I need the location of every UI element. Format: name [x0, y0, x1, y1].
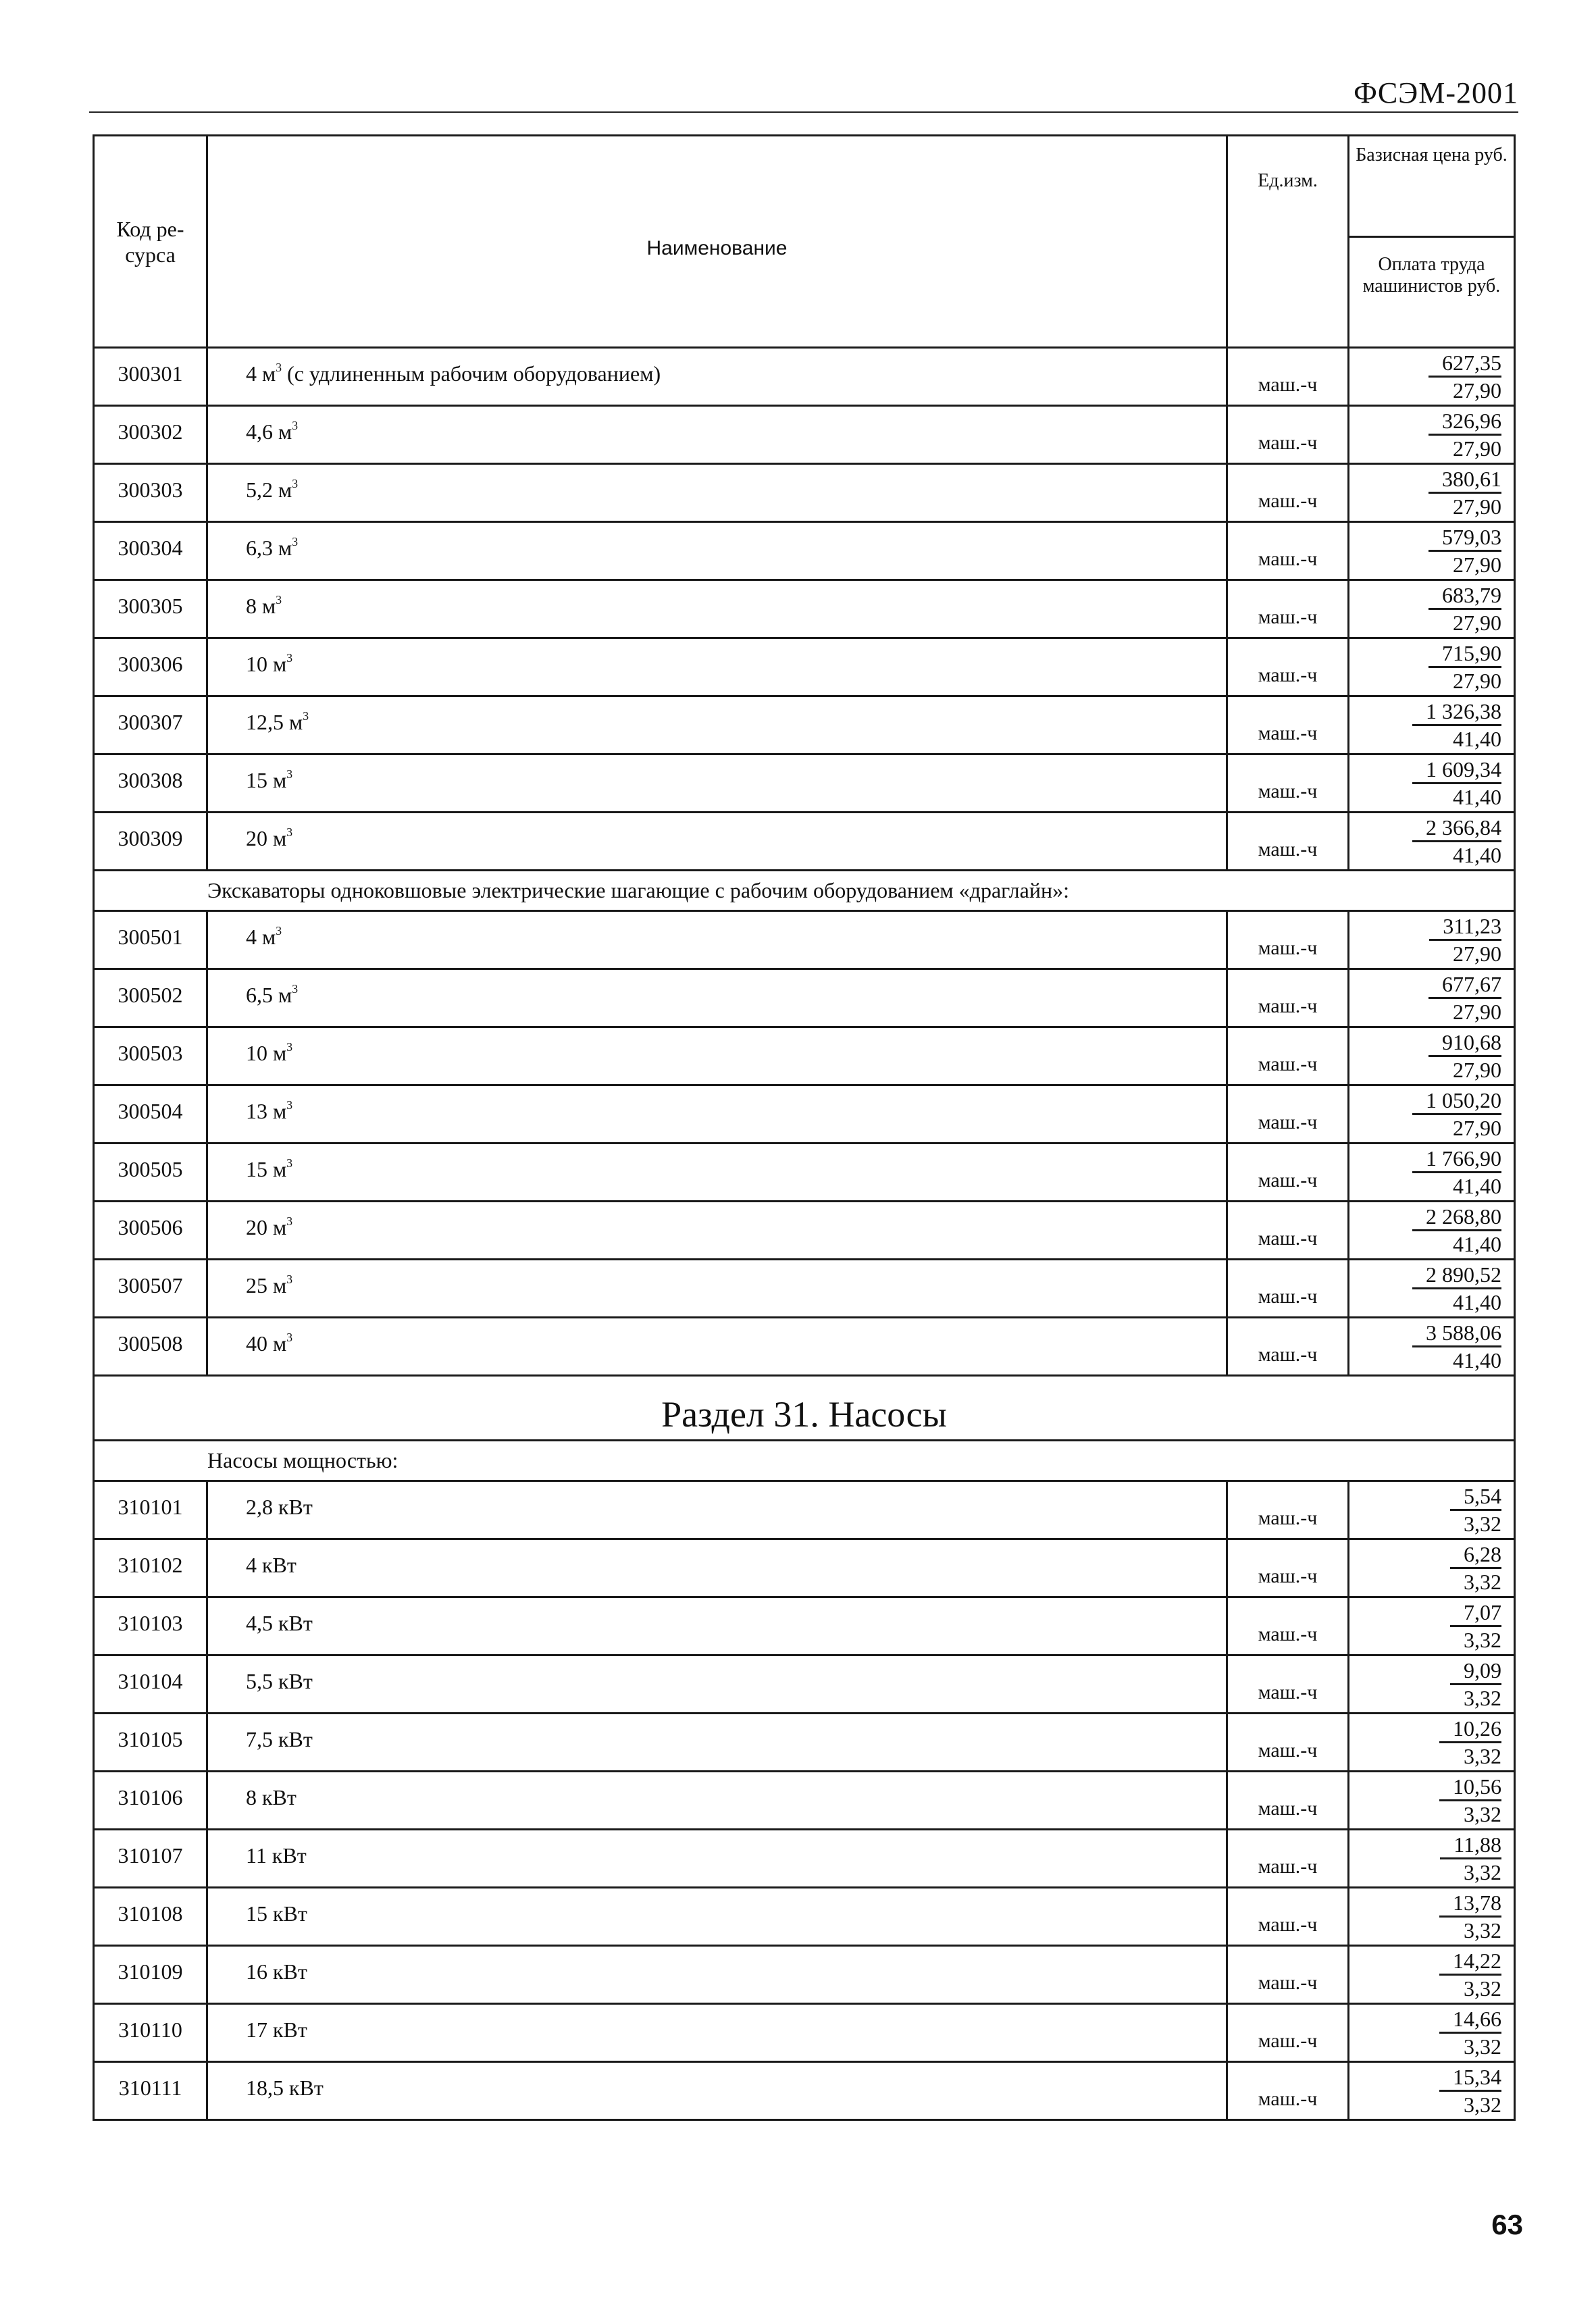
unit-of-measure: маш.-ч	[1227, 911, 1349, 969]
unit-of-measure: маш.-ч	[1227, 638, 1349, 696]
resource-code: 310109	[94, 1946, 207, 2004]
resource-name	[207, 1830, 1227, 1888]
unit-exponent: 3	[292, 534, 299, 548]
base-price: 311,23	[1429, 913, 1501, 941]
resource-name	[207, 580, 1227, 638]
table-row	[94, 969, 1515, 1027]
resource-name-text: 40 м	[246, 1331, 287, 1356]
resource-name	[207, 1597, 1227, 1655]
resource-name-text: 13 м	[246, 1099, 287, 1123]
table-row	[94, 1655, 1515, 1714]
resource-code: 300305	[94, 580, 207, 638]
resource-name	[207, 696, 1227, 754]
price-cell	[1349, 464, 1515, 522]
price-cell	[1349, 1260, 1515, 1318]
table-row	[94, 696, 1515, 754]
header-rule	[89, 111, 1518, 113]
base-price: 5,54	[1450, 1483, 1501, 1511]
resource-name	[207, 1202, 1227, 1260]
operator-wage: 27,90	[1453, 942, 1501, 966]
price-cell	[1349, 1202, 1515, 1260]
base-price: 13,78	[1439, 1890, 1501, 1918]
base-price: 677,67	[1428, 971, 1501, 999]
base-price: 910,68	[1428, 1029, 1501, 1057]
resource-code: 300308	[94, 754, 207, 813]
resource-name	[207, 522, 1227, 580]
resource-name-text: 4 м	[246, 361, 276, 386]
unit-of-measure: маш.-ч	[1227, 1888, 1349, 1946]
unit-exponent: 3	[286, 767, 293, 781]
price-cell	[1349, 1085, 1515, 1143]
resource-name-text: 5,5 кВт	[246, 1669, 313, 1693]
unit-of-measure: маш.-ч	[1227, 1260, 1349, 1318]
base-price: 6,28	[1450, 1541, 1501, 1569]
resource-code: 310104	[94, 1655, 207, 1714]
page-number: 63	[1491, 2209, 1523, 2240]
table-row	[94, 1027, 1515, 1085]
unit-of-measure: маш.-ч	[1227, 754, 1349, 813]
price-cell	[1349, 2004, 1515, 2062]
operator-wage: 3,32	[1464, 1512, 1501, 1536]
base-price: 10,26	[1439, 1716, 1501, 1743]
table-row	[94, 1143, 1515, 1202]
operator-wage: 3,32	[1464, 1918, 1501, 1943]
resource-code: 310110	[94, 2004, 207, 2062]
unit-of-measure: маш.-ч	[1227, 1946, 1349, 2004]
operator-wage: 41,40	[1453, 1290, 1501, 1314]
operator-wage: 41,40	[1453, 1232, 1501, 1256]
resource-name	[207, 1085, 1227, 1143]
base-price: 7,07	[1450, 1599, 1501, 1627]
table-row	[94, 522, 1515, 580]
resource-name-text: 7,5 кВт	[246, 1727, 313, 1751]
operator-wage: 41,40	[1453, 727, 1501, 751]
resource-code: 300301	[94, 348, 207, 406]
price-cell	[1349, 1714, 1515, 1772]
resource-code: 310101	[94, 1481, 207, 1539]
resource-code: 300504	[94, 1085, 207, 1143]
base-price: 627,35	[1428, 350, 1501, 378]
operator-wage: 27,90	[1453, 552, 1501, 577]
unit-of-measure: маш.-ч	[1227, 1481, 1349, 1539]
resource-name	[207, 1946, 1227, 2004]
operator-wage: 27,90	[1453, 436, 1501, 461]
unit-of-measure: маш.-ч	[1227, 696, 1349, 754]
resource-code: 300303	[94, 464, 207, 522]
price-cell	[1349, 911, 1515, 969]
resource-name-text: 18,5 кВт	[246, 2076, 324, 2100]
base-price: 715,90	[1428, 640, 1501, 668]
section-row	[94, 1376, 1515, 1441]
price-cell	[1349, 1946, 1515, 2004]
resource-name	[207, 1655, 1227, 1714]
header-code: Код ре-сурса	[94, 136, 207, 348]
base-price: 326,96	[1428, 408, 1501, 436]
resource-name-text: 2,8 кВт	[246, 1495, 313, 1519]
resource-code: 300506	[94, 1202, 207, 1260]
resource-code: 300304	[94, 522, 207, 580]
header-unit: Ед.изм.	[1227, 136, 1349, 348]
resource-code: 300307	[94, 696, 207, 754]
unit-of-measure: маш.-ч	[1227, 464, 1349, 522]
operator-wage: 41,40	[1453, 1348, 1501, 1372]
resource-name	[207, 406, 1227, 464]
resource-name	[207, 1888, 1227, 1946]
unit-of-measure: маш.-ч	[1227, 1772, 1349, 1830]
price-cell	[1349, 813, 1515, 871]
resource-name	[207, 754, 1227, 813]
price-cell	[1349, 1597, 1515, 1655]
price-table	[93, 134, 1516, 2121]
resource-name-text: 8 м	[246, 594, 276, 618]
resource-name	[207, 2062, 1227, 2120]
operator-wage: 3,32	[1464, 1860, 1501, 1884]
base-price: 2 366,84	[1412, 815, 1501, 842]
table-row	[94, 348, 1515, 406]
base-price: 380,61	[1428, 466, 1501, 494]
unit-exponent: 3	[276, 923, 282, 937]
unit-exponent: 3	[303, 709, 309, 723]
unit-of-measure: маш.-ч	[1227, 1085, 1349, 1143]
unit-of-measure: маш.-ч	[1227, 1539, 1349, 1597]
unit-exponent: 3	[286, 1098, 293, 1112]
resource-name-text: 6,3 м	[246, 536, 292, 560]
table-row	[94, 1597, 1515, 1655]
resource-name	[207, 1027, 1227, 1085]
resource-name-text: 25 м	[246, 1273, 287, 1297]
header-base-price: Базисная цена руб.	[1349, 136, 1514, 238]
resource-name-text: 20 м	[246, 826, 287, 850]
table-row	[94, 464, 1515, 522]
price-cell	[1349, 1830, 1515, 1888]
operator-wage: 3,32	[1464, 2092, 1501, 2117]
resource-code: 300501	[94, 911, 207, 969]
base-price: 2 890,52	[1412, 1262, 1501, 1289]
table-row	[94, 1888, 1515, 1946]
unit-exponent: 3	[286, 1272, 293, 1286]
unit-of-measure: маш.-ч	[1227, 1655, 1349, 1714]
operator-wage: 27,90	[1453, 1058, 1501, 1082]
resource-name	[207, 2004, 1227, 2062]
base-price: 579,03	[1428, 524, 1501, 552]
resource-name-text: 15 м	[246, 768, 287, 792]
operator-wage: 3,32	[1464, 1570, 1501, 1594]
resource-code: 310105	[94, 1714, 207, 1772]
operator-wage: 27,90	[1453, 669, 1501, 693]
unit-of-measure: маш.-ч	[1227, 2004, 1349, 2062]
document-code: ФСЭМ-2001	[1354, 76, 1518, 109]
unit-of-measure: маш.-ч	[1227, 406, 1349, 464]
base-price: 14,22	[1439, 1948, 1501, 1976]
table-row	[94, 1260, 1515, 1318]
resource-code: 310108	[94, 1888, 207, 1946]
operator-wage: 27,90	[1453, 378, 1501, 403]
resource-name	[207, 1143, 1227, 1202]
operator-wage: 41,40	[1453, 843, 1501, 867]
resource-name-text: 6,5 м	[246, 983, 292, 1007]
price-table-body	[94, 136, 1515, 2120]
price-cell	[1349, 406, 1515, 464]
base-price: 2 268,80	[1412, 1204, 1501, 1231]
operator-wage: 3,32	[1464, 1628, 1501, 1652]
resource-code: 300309	[94, 813, 207, 871]
unit-exponent: 3	[286, 1039, 293, 1054]
resource-name	[207, 969, 1227, 1027]
operator-wage: 41,40	[1453, 1174, 1501, 1198]
section-title: Раздел 31. Насосы	[94, 1376, 1515, 1441]
operator-wage: 27,90	[1453, 1116, 1501, 1140]
operator-wage: 27,90	[1453, 611, 1501, 635]
resource-code: 300502	[94, 969, 207, 1027]
price-cell	[1349, 580, 1515, 638]
table-row	[94, 2004, 1515, 2062]
header-wage: Оплата труда машинистов руб.	[1362, 254, 1501, 297]
resource-name	[207, 1481, 1227, 1539]
table-row	[94, 911, 1515, 969]
operator-wage: 3,32	[1464, 1976, 1501, 2001]
unit-of-measure: маш.-ч	[1227, 522, 1349, 580]
resource-name-text: 15 кВт	[246, 1901, 307, 1926]
price-cell	[1349, 969, 1515, 1027]
resource-code: 310103	[94, 1597, 207, 1655]
unit-of-measure: маш.-ч	[1227, 969, 1349, 1027]
base-price: 3 588,06	[1412, 1320, 1501, 1347]
unit-of-measure: маш.-ч	[1227, 1202, 1349, 1260]
resource-code: 300505	[94, 1143, 207, 1202]
table-row	[94, 1318, 1515, 1376]
unit-of-measure: маш.-ч	[1227, 580, 1349, 638]
unit-exponent: 3	[286, 1214, 293, 1228]
resource-name	[207, 813, 1227, 871]
unit-exponent: 3	[286, 1330, 293, 1344]
table-row	[94, 2062, 1515, 2120]
base-price: 15,34	[1439, 2064, 1501, 2092]
resource-name-text: 10 м	[246, 1041, 287, 1065]
unit-of-measure: маш.-ч	[1227, 1597, 1349, 1655]
price-cell	[1349, 1027, 1515, 1085]
price-cell	[1349, 1539, 1515, 1597]
operator-wage: 41,40	[1453, 785, 1501, 809]
price-cell	[1349, 348, 1515, 406]
table-row	[94, 754, 1515, 813]
table-row	[94, 638, 1515, 696]
table-row	[94, 1085, 1515, 1143]
group-heading-row	[94, 1441, 1515, 1481]
resource-name-text: 4,5 кВт	[246, 1611, 313, 1635]
unit-exponent: 3	[292, 981, 299, 996]
resource-name-text: 20 м	[246, 1215, 287, 1239]
resource-name-suffix: (с удлиненным рабочим оборудованием)	[282, 361, 661, 386]
unit-of-measure: маш.-ч	[1227, 1830, 1349, 1888]
unit-exponent: 3	[276, 592, 282, 607]
resource-code: 310106	[94, 1772, 207, 1830]
resource-name	[207, 348, 1227, 406]
operator-wage: 27,90	[1453, 494, 1501, 519]
base-price: 683,79	[1428, 582, 1501, 610]
table-row	[94, 1539, 1515, 1597]
price-cell	[1349, 1772, 1515, 1830]
table-row	[94, 1830, 1515, 1888]
unit-exponent: 3	[286, 825, 293, 839]
unit-of-measure: маш.-ч	[1227, 813, 1349, 871]
resource-name	[207, 1260, 1227, 1318]
group-heading-row	[94, 871, 1515, 911]
unit-of-measure: маш.-ч	[1227, 348, 1349, 406]
price-cell	[1349, 638, 1515, 696]
base-price: 1 766,90	[1412, 1146, 1501, 1173]
resource-name-text: 4,6 м	[246, 419, 292, 444]
group-heading-pumps: Насосы мощностью:	[94, 1441, 1515, 1481]
resource-name-text: 16 кВт	[246, 1959, 307, 1984]
resource-name	[207, 1539, 1227, 1597]
header-name: Наименование	[207, 136, 1227, 348]
unit-of-measure: маш.-ч	[1227, 1027, 1349, 1085]
resource-code: 310111	[94, 2062, 207, 2120]
unit-exponent: 3	[292, 418, 299, 432]
table-row	[94, 580, 1515, 638]
group-heading-excavators: Экскаваторы одноковшовые электрические шагающие с рабочим оборудованием «драглайн»:	[94, 871, 1515, 911]
price-cell	[1349, 1481, 1515, 1539]
resource-name	[207, 638, 1227, 696]
resource-code: 310107	[94, 1830, 207, 1888]
unit-of-measure: маш.-ч	[1227, 1714, 1349, 1772]
resource-name-text: 12,5 м	[246, 710, 303, 734]
resource-code: 300507	[94, 1260, 207, 1318]
unit-of-measure: маш.-ч	[1227, 1318, 1349, 1376]
table-row	[94, 1772, 1515, 1830]
base-price: 9,09	[1450, 1657, 1501, 1685]
header-price	[1349, 136, 1515, 348]
resource-name	[207, 911, 1227, 969]
base-price: 14,66	[1439, 2006, 1501, 2034]
resource-name	[207, 1318, 1227, 1376]
table-row	[94, 1946, 1515, 2004]
resource-code: 310102	[94, 1539, 207, 1597]
price-cell	[1349, 1143, 1515, 1202]
unit-of-measure: маш.-ч	[1227, 2062, 1349, 2120]
resource-name-text: 4 м	[246, 925, 276, 949]
unit-exponent: 3	[276, 360, 282, 374]
base-price: 1 050,20	[1412, 1087, 1501, 1115]
unit-of-measure: маш.-ч	[1227, 1143, 1349, 1202]
resource-code: 300306	[94, 638, 207, 696]
base-price: 10,56	[1439, 1774, 1501, 1801]
table-row	[94, 1714, 1515, 1772]
resource-name-text: 4 кВт	[246, 1553, 297, 1577]
operator-wage: 27,90	[1453, 1000, 1501, 1024]
resource-code: 300503	[94, 1027, 207, 1085]
resource-name-text: 5,2 м	[246, 478, 292, 502]
resource-code: 300508	[94, 1318, 207, 1376]
base-price: 1 609,34	[1412, 756, 1501, 784]
price-cell	[1349, 754, 1515, 813]
unit-exponent: 3	[292, 476, 299, 490]
base-price: 1 326,38	[1412, 698, 1501, 726]
resource-name	[207, 1714, 1227, 1772]
resource-name	[207, 1772, 1227, 1830]
unit-exponent: 3	[286, 650, 293, 665]
table-row	[94, 1481, 1515, 1539]
operator-wage: 3,32	[1464, 1802, 1501, 1826]
resource-name-text: 11 кВт	[246, 1843, 307, 1868]
table-row	[94, 813, 1515, 871]
price-cell	[1349, 2062, 1515, 2120]
price-cell	[1349, 522, 1515, 580]
operator-wage: 3,32	[1464, 1686, 1501, 1710]
resource-name	[207, 464, 1227, 522]
price-cell	[1349, 1318, 1515, 1376]
resource-name-text: 10 м	[246, 652, 287, 676]
resource-name-text: 8 кВт	[246, 1785, 297, 1809]
price-cell	[1349, 1888, 1515, 1946]
resource-code: 300302	[94, 406, 207, 464]
resource-name-text: 15 м	[246, 1157, 287, 1181]
unit-exponent: 3	[286, 1156, 293, 1170]
price-cell	[1349, 1655, 1515, 1714]
price-cell	[1349, 696, 1515, 754]
table-row	[94, 1202, 1515, 1260]
operator-wage: 3,32	[1464, 1744, 1501, 1768]
resource-name-text: 17 кВт	[246, 2017, 307, 2042]
table-header-row	[94, 136, 1515, 348]
base-price: 11,88	[1440, 1832, 1501, 1859]
operator-wage: 3,32	[1464, 2034, 1501, 2059]
table-row	[94, 406, 1515, 464]
